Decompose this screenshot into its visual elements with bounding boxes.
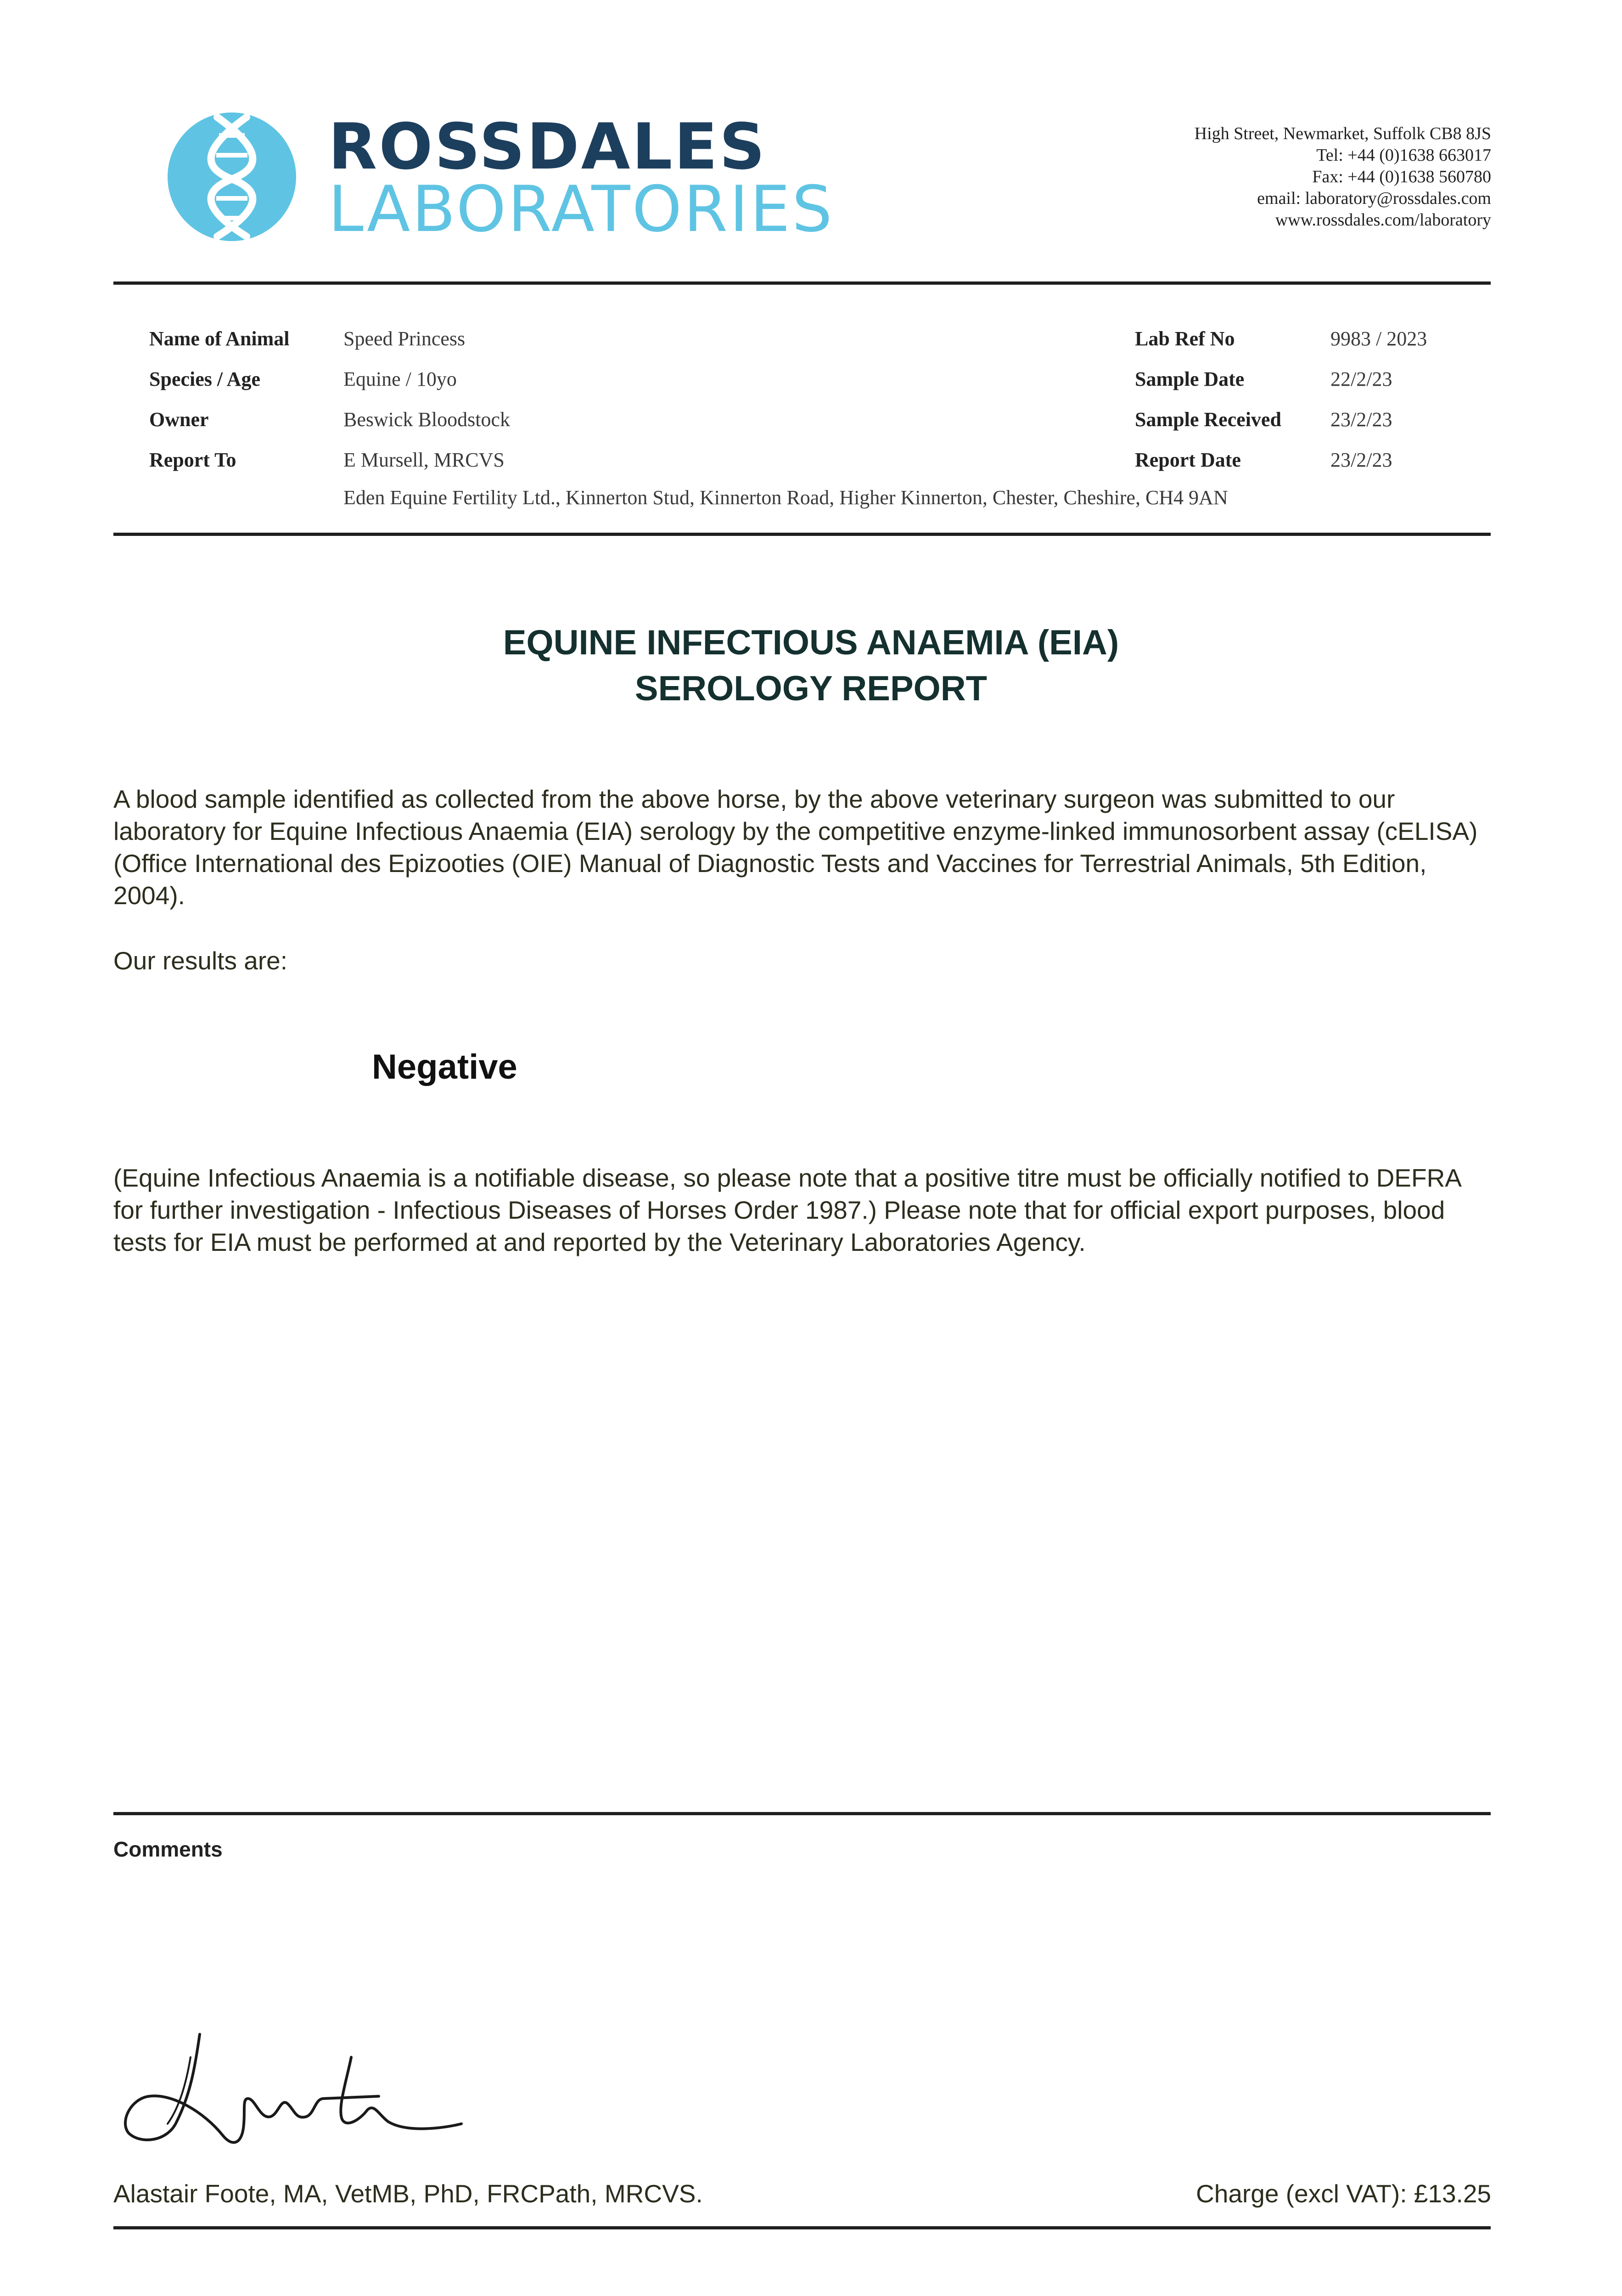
header-rule [113, 281, 1491, 285]
value-report-date: 23/2/23 [1330, 449, 1392, 471]
result-value: Negative [372, 1047, 517, 1086]
label-owner: Owner [149, 408, 209, 431]
value-sample-received: 23/2/23 [1330, 408, 1392, 431]
report-title-line2: SEROLOGY REPORT [634, 669, 988, 708]
address-street: High Street, Newmarket, Suffolk CB8 8JS [1194, 124, 1491, 143]
address-email: email: laboratory@rossdales.com [1257, 189, 1491, 208]
report-title-line1: EQUINE INFECTIOUS ANAEMIA (EIA) [503, 623, 1119, 662]
address-website: www.rossdales.com/laboratory [1275, 210, 1491, 230]
label-sample-date: Sample Date [1135, 368, 1245, 390]
charge-amount: Charge (excl VAT): £13.25 [1196, 2179, 1491, 2208]
value-owner: Beswick Bloodstock [343, 408, 510, 431]
signatory-name: Alastair Foote, MA, VetMB, PhD, FRCPath, MRCVS. [113, 2179, 703, 2208]
comments-label: Comments [113, 1837, 223, 1861]
address-tel: Tel: +44 (0)1638 663017 [1316, 146, 1491, 165]
value-report-to-address: Eden Equine Fertility Ltd., Kinnerton Stud, Kinnerton Road, Higher Kinnerton, Chester, Cheshire, CH4 9AN [343, 486, 1228, 509]
value-name-of-animal: Speed Princess [343, 327, 466, 350]
label-lab-ref-no: Lab Ref No [1135, 327, 1235, 350]
value-sample-date: 22/2/23 [1330, 368, 1392, 390]
label-report-date: Report Date [1135, 449, 1241, 471]
value-report-to: E Mursell, MRCVS [343, 449, 505, 471]
intro-paragraph: A blood sample identified as collected from the above horse, by the above veterinary surgeon was submitted to our laboratory for Equine Infectious Anaemia (EIA) serology by the competitive enzyme-linked immunosorbent assay (cELISA) (Office International des Epizooties (OIE) Manual of Diagnostic Tests and Vaccines for Terrestrial Animals, 5th Edition, 2004). [113, 785, 1478, 910]
lab-address [1195, 123, 1491, 231]
signature-image [122, 2030, 480, 2158]
label-report-to: Report To [149, 449, 236, 471]
results-lead: Our results are: [113, 946, 288, 975]
logo-wordmark-line1: ROSSDALES [328, 110, 767, 184]
logo-wordmark-line2: LABORATORIES [328, 172, 834, 246]
value-lab-ref-no: 9983 / 2023 [1330, 327, 1427, 350]
value-species-age: Equine / 10yo [343, 368, 457, 390]
report-title [0, 620, 1622, 712]
address-fax: Fax: +44 (0)1638 560780 [1312, 167, 1491, 186]
comments-rule [113, 1812, 1491, 1815]
info-rule [113, 533, 1491, 536]
dna-helix-icon [163, 110, 301, 243]
label-species-age: Species / Age [149, 368, 260, 390]
label-name-of-animal: Name of Animal [149, 327, 290, 350]
notifiable-note: (Equine Infectious Anaemia is a notifiable disease, so please note that a positive titre must be officially notified to DEFRA for further investigation - Infectious Diseases of Horses Order 1987.) Please note that for official export purposes, blood tests for EIA must be performed at and reported by the Veterinary Laboratories Agency. [113, 1164, 1460, 1256]
label-sample-received: Sample Received [1135, 408, 1281, 431]
footer-rule [113, 2226, 1491, 2229]
